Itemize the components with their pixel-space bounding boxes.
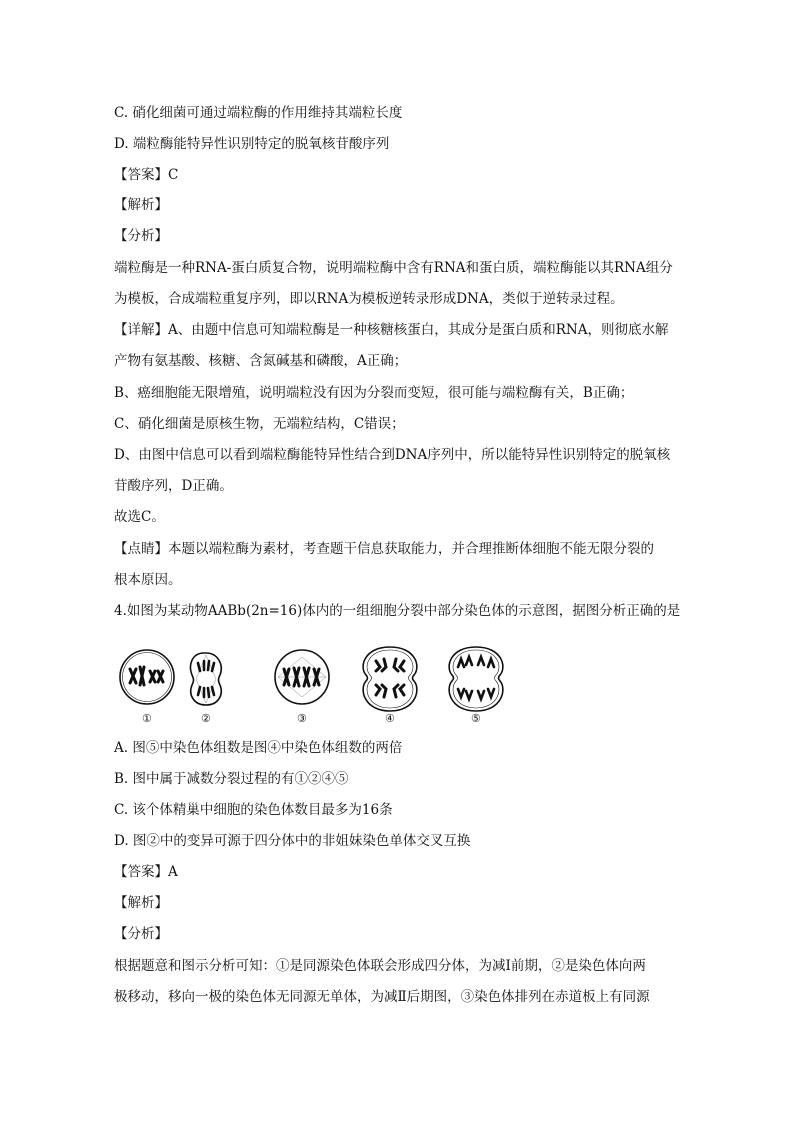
option-b: B. 图中属于减数分裂过程的有①②④⑤ (114, 771, 349, 787)
option-d: D. 图②中的变异可源于四分体中的非姐妹染色单体交叉互换 (114, 833, 471, 849)
analysis-text: 为模板，合成端粒重复序列，即以RNA为模板逆转录形成DNA，类似于逆转录过程。 (114, 291, 624, 307)
section-jiexi: 【解析】 (114, 197, 168, 213)
cell-division-figure (114, 645, 514, 725)
choose-text: 故选C。 (114, 509, 165, 525)
cell-2 (191, 653, 222, 725)
analysis-text: 根据题意和图示分析可知：①是同源染色体联会形成四分体，为减Ⅰ前期，②是染色体向两 (114, 958, 646, 974)
cell-5 (449, 647, 503, 725)
cell-4 (363, 647, 417, 725)
figure-label-1: ① (142, 712, 152, 725)
key-point-text: 【点睛】本题以端粒酶为素材，考查题干信息获取能力，并合理推断体细胞不能无限分裂的 (114, 541, 654, 557)
option-d: D. 端粒酶能特异性识别特定的脱氧核苷酸序列 (114, 136, 390, 152)
detail-text: 【详解】A、由题中信息可知端粒酶是一种核糖核蛋白，其成分是蛋白质和RNA，则彻底水解 (114, 322, 669, 338)
key-point-text: 根本原因。 (114, 572, 182, 588)
detail-text: 产物有氨基酸、核糖、含氮碱基和磷酸，A正确； (114, 353, 408, 369)
figure-label-3: ③ (297, 712, 307, 725)
cell-3 (275, 650, 329, 725)
analysis-text: 极移动，移向一极的染色体无同源无单体，为减Ⅱ后期图，③染色体排列在赤道板上有同源 (114, 989, 650, 1005)
cell-1 (120, 650, 174, 725)
analysis-text: 端粒酶是一种RNA-蛋白质复合物，说明端粒酶中含有RNA和蛋白质，端粒酶能以其RNA组分 (114, 260, 673, 276)
section-fenxi: 【分析】 (114, 228, 168, 244)
section-fenxi: 【分析】 (114, 926, 168, 942)
answer: 【答案】C (114, 167, 179, 183)
figure-label-2: ② (201, 712, 211, 725)
section-jiexi: 【解析】 (114, 895, 168, 911)
figure-label-4: ④ (385, 712, 395, 725)
detail-text: B、癌细胞能无限增殖，说明端粒没有因为分裂而变短，很可能与端粒酶有关，B正确； (114, 385, 634, 401)
answer: 【答案】A (114, 864, 178, 880)
detail-text: D、由图中信息可以看到端粒酶能特异性结合到DNA序列中，所以能特异性识别特定的脱氧核 (114, 447, 671, 463)
detail-text: 苷酸序列，D正确。 (114, 478, 233, 494)
option-c: C. 该个体精巢中细胞的染色体数目最多为16条 (114, 802, 393, 818)
detail-text: C、硝化细菌是原核生物，无端粒结构，C错误； (114, 416, 405, 432)
figure-label-5: ⑤ (471, 712, 481, 725)
option-c: C. 硝化细菌可通过端粒酶的作用维持其端粒长度 (114, 105, 403, 121)
option-a: A. 图⑤中染色体组数是图④中染色体组数的两倍 (114, 740, 403, 756)
question-4: 4.如图为某动物AABb(2n=16)体内的一组细胞分裂中部分染色体的示意图，据图分析正确的是 (114, 603, 681, 619)
